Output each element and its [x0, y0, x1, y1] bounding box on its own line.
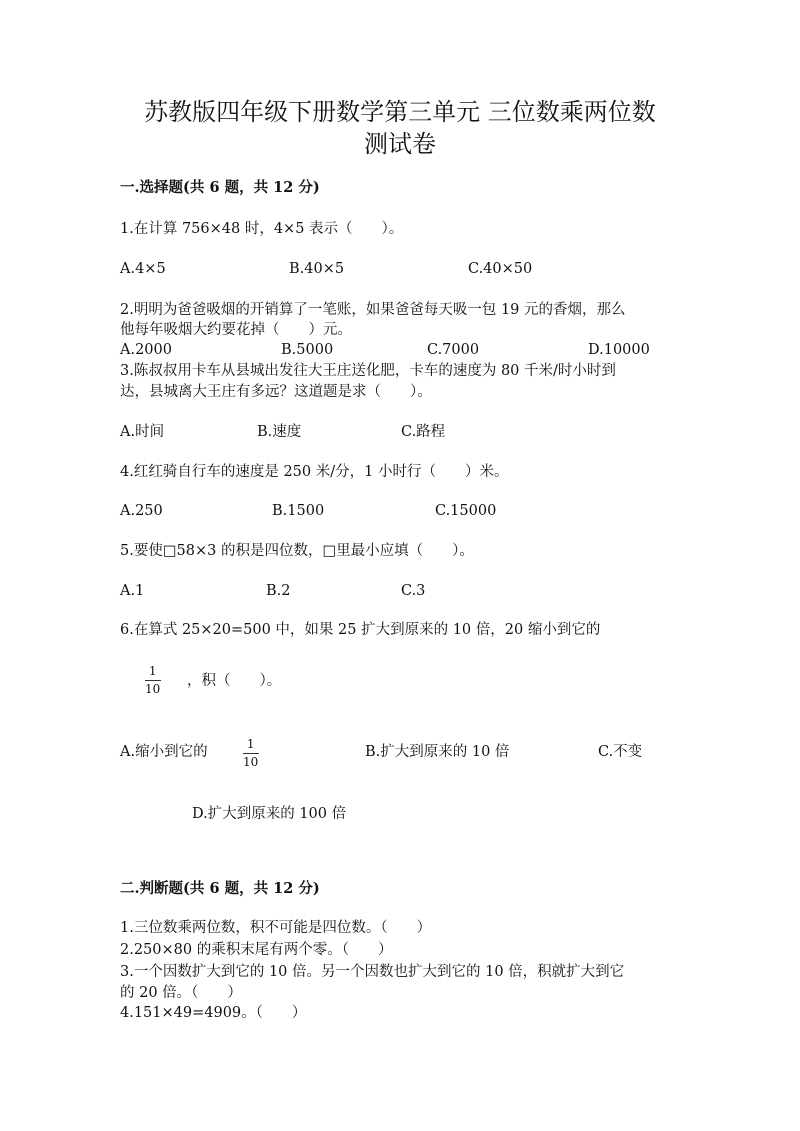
- q4-option-b: B.1500: [272, 503, 325, 519]
- s2-q1: 1.三位数乘两位数，积不可能是四位数。（ ）: [120, 920, 432, 936]
- q1-option-a: A.4×5: [120, 261, 166, 277]
- q6-fraction-denominator: 10: [145, 682, 161, 696]
- q1-option-c: C.40×50: [468, 261, 533, 277]
- q4-option-c: C.15000: [435, 503, 497, 519]
- s2-q4: 4.151×49=4909。（ ）: [120, 1005, 307, 1021]
- q3-option-b: B.速度: [257, 424, 302, 440]
- q6-option-a-fraction-numerator: 1: [246, 737, 255, 751]
- q4-stem: 4.红红骑自行车的速度是 250 米/分，1 小时行（ ）米。: [120, 464, 509, 480]
- q6-option-d: D.扩大到原来的 100 倍: [192, 806, 347, 822]
- q3-option-a: A.时间: [120, 424, 165, 440]
- q6-stem-line1: 6.在算式 25×20=500 中，如果 25 扩大到原来的 10 倍，20 缩小到它的: [120, 622, 601, 638]
- q3-stem-line1: 3.陈叔叔用卡车从县城出发往大王庄送化肥，卡车的速度为 80 千米/时小时到: [120, 363, 616, 379]
- q2-stem-line2: 他每年吸烟大约要花掉（ ）元。: [120, 322, 352, 338]
- fraction-bar: [243, 753, 259, 754]
- s2-q3-line2: 的 20 倍。（ ）: [120, 985, 242, 1001]
- q6-option-a-fraction: [242, 738, 259, 768]
- q2-option-d: D.10000: [588, 342, 650, 358]
- q6-option-b: B.扩大到原来的 10 倍: [365, 744, 510, 760]
- q1-option-b: B.40×5: [289, 261, 345, 277]
- page-title-line2: 测试卷: [364, 130, 436, 158]
- q3-option-c: C.路程: [401, 424, 446, 440]
- q2-option-a: A.2000: [120, 342, 172, 358]
- q6-option-c: C.不变: [598, 744, 643, 760]
- q5-option-b: B.2: [266, 583, 291, 599]
- fraction-bar: [145, 680, 161, 681]
- q4-option-a: A.250: [120, 503, 163, 519]
- q2-option-b: B.5000: [281, 342, 334, 358]
- s2-q3-line1: 3.一个因数扩大到它的 10 倍。另一个因数也扩大到它的 10 倍，积就扩大到它: [120, 964, 625, 980]
- q6-fraction: [144, 665, 161, 695]
- q5-option-a: A.1: [120, 583, 145, 599]
- q5-stem: 5.要使□58×3 的积是四位数，□里最小应填（ ）。: [120, 543, 474, 559]
- page-title-line1: 苏教版四年级下册数学第三单元 三位数乘两位数: [144, 98, 656, 126]
- section1-heading: 一.选择题(共 6 题，共 12 分): [120, 179, 320, 196]
- q1-stem: 1.在计算 756×48 时，4×5 表示（ ）。: [120, 221, 404, 237]
- q6-fraction-numerator: 1: [148, 664, 157, 678]
- q6-stem-line2: ，积（ ）。: [187, 673, 282, 689]
- q2-option-c: C.7000: [427, 342, 480, 358]
- q2-stem-line1: 2.明明为爸爸吸烟的开销算了一笔账，如果爸爸每天吸一包 19 元的香烟，那么: [120, 302, 626, 318]
- s2-q2: 2.250×80 的乘积末尾有两个零。（ ）: [120, 942, 393, 958]
- section2-heading: 二.判断题(共 6 题，共 12 分): [120, 880, 320, 897]
- q3-stem-line2: 达，县城离大王庄有多远？这道题是求（ ）。: [120, 384, 432, 400]
- q5-option-c: C.3: [401, 583, 426, 599]
- q6-option-a-fraction-denominator: 10: [243, 755, 259, 769]
- q6-option-a: A.缩小到它的: [120, 744, 208, 760]
